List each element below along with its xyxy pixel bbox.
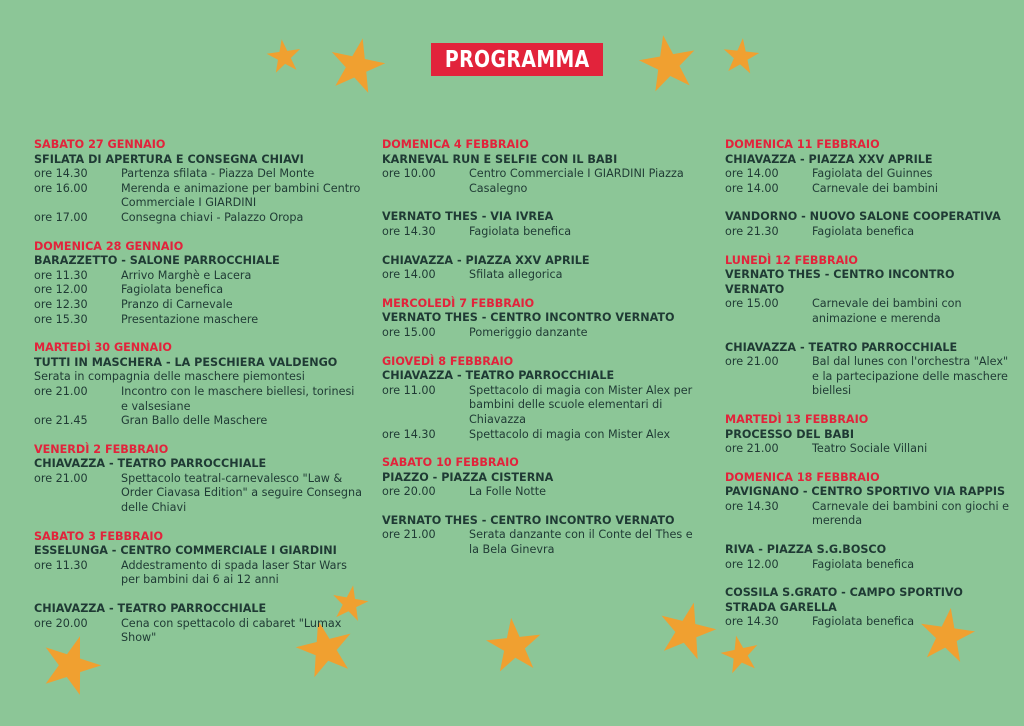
- schedule-time: ore 15.30: [34, 312, 88, 326]
- program-section: [725, 210, 1015, 239]
- event-location: SFILATA DI APERTURA E CONSEGNA CHIAVI: [34, 152, 304, 166]
- schedule-time: ore 14.30: [34, 167, 88, 181]
- schedule-event: Partenza sfilata - Piazza Del Monte: [121, 167, 315, 181]
- program-section: [382, 456, 702, 500]
- schedule-event: Fagiolata benefica: [812, 557, 915, 571]
- program-column-2: [382, 138, 702, 572]
- schedule-row: [382, 428, 702, 443]
- schedule-row: [382, 485, 702, 500]
- schedule-time: ore 15.00: [725, 297, 779, 311]
- schedule-time: ore 21.30: [725, 224, 779, 238]
- program-section: [34, 530, 364, 588]
- program-section: [382, 210, 702, 239]
- event-location: CHIAVAZZA - TEATRO PARROCCHIALE: [34, 457, 267, 471]
- schedule-time: ore 14.00: [725, 167, 779, 181]
- schedule-time: ore 21.00: [382, 528, 436, 542]
- event-location: VANDORNO - NUOVO SALONE COOPERATIVA: [725, 210, 1001, 224]
- event-location: BARAZZETTO - SALONE PARROCCHIALE: [34, 254, 280, 268]
- event-location: CHIAVAZZA - PIAZZA XXV APRILE: [382, 253, 590, 267]
- event-location: CHIAVAZZA - TEATRO PARROCCHIALE: [34, 602, 267, 616]
- schedule-row: [34, 313, 364, 328]
- program-section: [382, 514, 702, 558]
- event-date: DOMENICA 18 FEBBRAIO: [725, 470, 880, 484]
- schedule-time: ore 21.00: [725, 355, 779, 369]
- star-icon: [485, 616, 543, 674]
- star-icon: [266, 38, 302, 74]
- schedule-time: ore 11.30: [34, 268, 88, 282]
- schedule-row: [725, 558, 1015, 573]
- schedule-row: [725, 225, 1015, 240]
- event-location: COSSILA S.GRATO - CAMPO SPORTIVO STRADA GARELLA: [725, 586, 963, 614]
- program-section: [382, 254, 702, 283]
- program-section: [382, 355, 702, 443]
- schedule-event: Spettacolo teatral-carnevalesco "Law & Order Ciavasa Edition" a seguire Consegna delle Chiavi: [121, 471, 362, 515]
- program-section: [725, 586, 1015, 630]
- event-location: CHIAVAZZA - PIAZZA XXV APRILE: [725, 152, 933, 166]
- schedule-time: ore 21.00: [34, 384, 88, 398]
- schedule-row: [34, 211, 364, 226]
- schedule-event: Fagiolata del Guinnes: [812, 167, 933, 181]
- star-icon: [657, 600, 717, 660]
- schedule-time: ore 14.30: [382, 224, 436, 238]
- schedule-event: Fagiolata benefica: [121, 283, 224, 297]
- schedule-time: ore 15.00: [382, 325, 436, 339]
- schedule-event: Spettacolo di magia con Mister Alex: [469, 427, 671, 441]
- schedule-row: [725, 500, 1015, 529]
- program-section: [34, 341, 364, 429]
- event-date: MARTEDÌ 13 FEBBRAIO: [725, 412, 869, 426]
- schedule-event: La Folle Notte: [469, 485, 547, 499]
- schedule-time: ore 14.30: [382, 427, 436, 441]
- program-section: [34, 240, 364, 328]
- star-icon: [638, 33, 698, 93]
- schedule-event: Fagiolata benefica: [469, 224, 572, 238]
- event-date: VENERDÌ 2 FEBBRAIO: [34, 442, 169, 456]
- event-location: KARNEVAL RUN E SELFIE CON IL BABI: [382, 152, 618, 166]
- event-location: PAVIGNANO - CENTRO SPORTIVO VIA RAPPIS: [725, 485, 1006, 499]
- event-location: VERNATO THES - VIA IVREA: [382, 210, 554, 224]
- schedule-row: [382, 268, 702, 283]
- event-date: DOMENICA 11 FEBBRAIO: [725, 138, 880, 151]
- event-location: VERNATO THES - CENTRO INCONTRO VERNATO: [382, 513, 675, 527]
- program-section: [725, 254, 1015, 327]
- schedule-row: [34, 559, 364, 588]
- event-location: PROCESSO DEL BABI: [725, 427, 855, 441]
- schedule-row: [34, 414, 364, 429]
- program-column-3: [725, 138, 1015, 644]
- schedule-row: [382, 225, 702, 240]
- event-date: GIOVEDÌ 8 FEBBRAIO: [382, 354, 514, 368]
- schedule-row: [725, 615, 1015, 630]
- event-date: SABATO 10 FEBBRAIO: [382, 456, 519, 470]
- schedule-time: ore 11.30: [34, 558, 88, 572]
- schedule-row: [725, 167, 1015, 182]
- event-location: RIVA - PIAZZA S.G.BOSCO: [725, 543, 887, 557]
- event-date: MARTEDÌ 30 GENNAIO: [34, 341, 172, 355]
- schedule-row: [34, 617, 364, 646]
- schedule-time: ore 14.00: [725, 181, 779, 195]
- schedule-time: ore 12.30: [34, 297, 88, 311]
- program-section: [382, 138, 702, 196]
- program-section: [34, 138, 364, 226]
- programma-title-banner: [431, 43, 603, 76]
- schedule-event: Carnevale dei bambini con giochi e merenda: [812, 499, 1010, 528]
- schedule-time: ore 10.00: [382, 167, 436, 181]
- program-section: [34, 443, 364, 516]
- schedule-row: [382, 326, 702, 341]
- schedule-time: ore 21.00: [34, 471, 88, 485]
- schedule-row: [34, 472, 364, 516]
- program-column-1: [34, 138, 364, 660]
- schedule-time: ore 20.00: [382, 485, 436, 499]
- program-section: [725, 341, 1015, 399]
- schedule-event: Incontro con le maschere biellesi, torinesi e valsesiane: [121, 384, 355, 413]
- schedule-time: ore 12.00: [725, 557, 779, 571]
- star-icon: [328, 36, 386, 94]
- schedule-event: Fagiolata benefica: [812, 615, 915, 629]
- schedule-event: Carnevale dei bambini con animazione e merenda: [812, 297, 962, 325]
- schedule-time: ore 14.00: [382, 268, 436, 282]
- schedule-event: Addestramento di spada laser Star Wars per bambini dai 6 ai 12 anni: [121, 558, 347, 587]
- schedule-row: [382, 167, 702, 196]
- event-date: LUNEDÌ 12 FEBBRAIO: [725, 253, 858, 267]
- event-date: SABATO 3 FEBBRAIO: [34, 529, 164, 543]
- program-section: [725, 138, 1015, 196]
- schedule-row: [725, 182, 1015, 197]
- event-location: TUTTI IN MASCHERA - LA PESCHIERA VALDENGO: [34, 355, 338, 369]
- schedule-event: Pranzo di Carnevale: [121, 297, 233, 311]
- schedule-time: ore 17.00: [34, 210, 88, 224]
- schedule-row: [34, 269, 364, 284]
- schedule-row: [34, 298, 364, 313]
- schedule-time: ore 14.30: [725, 499, 779, 513]
- schedule-event: Fagiolata benefica: [812, 224, 915, 238]
- schedule-row: [725, 442, 1015, 457]
- schedule-event: Presentazione maschere: [121, 312, 259, 326]
- schedule-row: [725, 355, 1015, 399]
- event-date: DOMENICA 4 FEBBRAIO: [382, 138, 529, 151]
- schedule-time: ore 16.00: [34, 181, 88, 195]
- star-icon: [722, 37, 760, 75]
- event-date: DOMENICA 28 GENNAIO: [34, 239, 184, 253]
- schedule-row: [34, 167, 364, 182]
- program-section: [725, 543, 1015, 572]
- event-description: Serata in compagnia delle maschere piemontesi: [34, 370, 305, 384]
- schedule-event: Pomeriggio danzante: [469, 325, 588, 339]
- schedule-row: [382, 384, 702, 428]
- event-location: PIAZZO - PIAZZA CISTERNA: [382, 470, 554, 484]
- schedule-row: [34, 283, 364, 298]
- schedule-event: Consegna chiavi - Palazzo Oropa: [121, 210, 304, 224]
- schedule-row: [34, 182, 364, 211]
- schedule-row: [725, 297, 1015, 326]
- schedule-row: [382, 528, 702, 557]
- event-location: CHIAVAZZA - TEATRO PARROCCHIALE: [725, 340, 958, 354]
- schedule-event: Sfilata allegorica: [469, 268, 563, 282]
- schedule-event: Serata danzante con il Conte del Thes e la Bela Ginevra: [469, 528, 693, 557]
- program-section: [725, 413, 1015, 457]
- schedule-event: Arrivo Marghè e Lacera: [121, 268, 252, 282]
- schedule-time: ore 21.45: [34, 414, 88, 428]
- program-section: [382, 297, 702, 341]
- schedule-time: ore 12.00: [34, 283, 88, 297]
- program-section: [34, 602, 364, 646]
- schedule-time: ore 11.00: [382, 383, 436, 397]
- event-date: MERCOLEDÌ 7 FEBBRAIO: [382, 296, 535, 310]
- schedule-event: Gran Ballo delle Maschere: [121, 414, 268, 428]
- event-location: ESSELUNGA - CENTRO COMMERCIALE I GIARDINI: [34, 544, 337, 558]
- schedule-event: Teatro Sociale Villani: [812, 442, 928, 456]
- event-location: VERNATO THES - CENTRO INCONTRO VERNATO: [725, 268, 955, 296]
- schedule-event: Cena con spettacolo di cabaret "Lumax Show": [121, 616, 342, 645]
- program-section: [725, 471, 1015, 529]
- event-date: SABATO 27 GENNAIO: [34, 138, 166, 151]
- schedule-event: Spettacolo di magia con Mister Alex per bambini delle scuole elementari di Chiavazza: [469, 383, 693, 426]
- event-location: CHIAVAZZA - TEATRO PARROCCHIALE: [382, 369, 615, 383]
- schedule-event: Carnevale dei bambini: [812, 181, 938, 195]
- schedule-event: Bal dal lunes con l'orchestra "Alex" e la partecipazione delle maschere biellesi: [812, 355, 1009, 398]
- page-title: PROGRAMMA: [444, 46, 590, 73]
- schedule-event: Centro Commerciale I GIARDINI Piazza Casalegno: [469, 167, 684, 195]
- schedule-time: ore 21.00: [725, 442, 779, 456]
- event-location: VERNATO THES - CENTRO INCONTRO VERNATO: [382, 311, 675, 325]
- schedule-row: [34, 385, 364, 414]
- schedule-time: ore 14.30: [725, 615, 779, 629]
- schedule-time: ore 20.00: [34, 616, 88, 630]
- schedule-event: Merenda e animazione per bambini Centro Commerciale I GIARDINI: [121, 181, 361, 210]
